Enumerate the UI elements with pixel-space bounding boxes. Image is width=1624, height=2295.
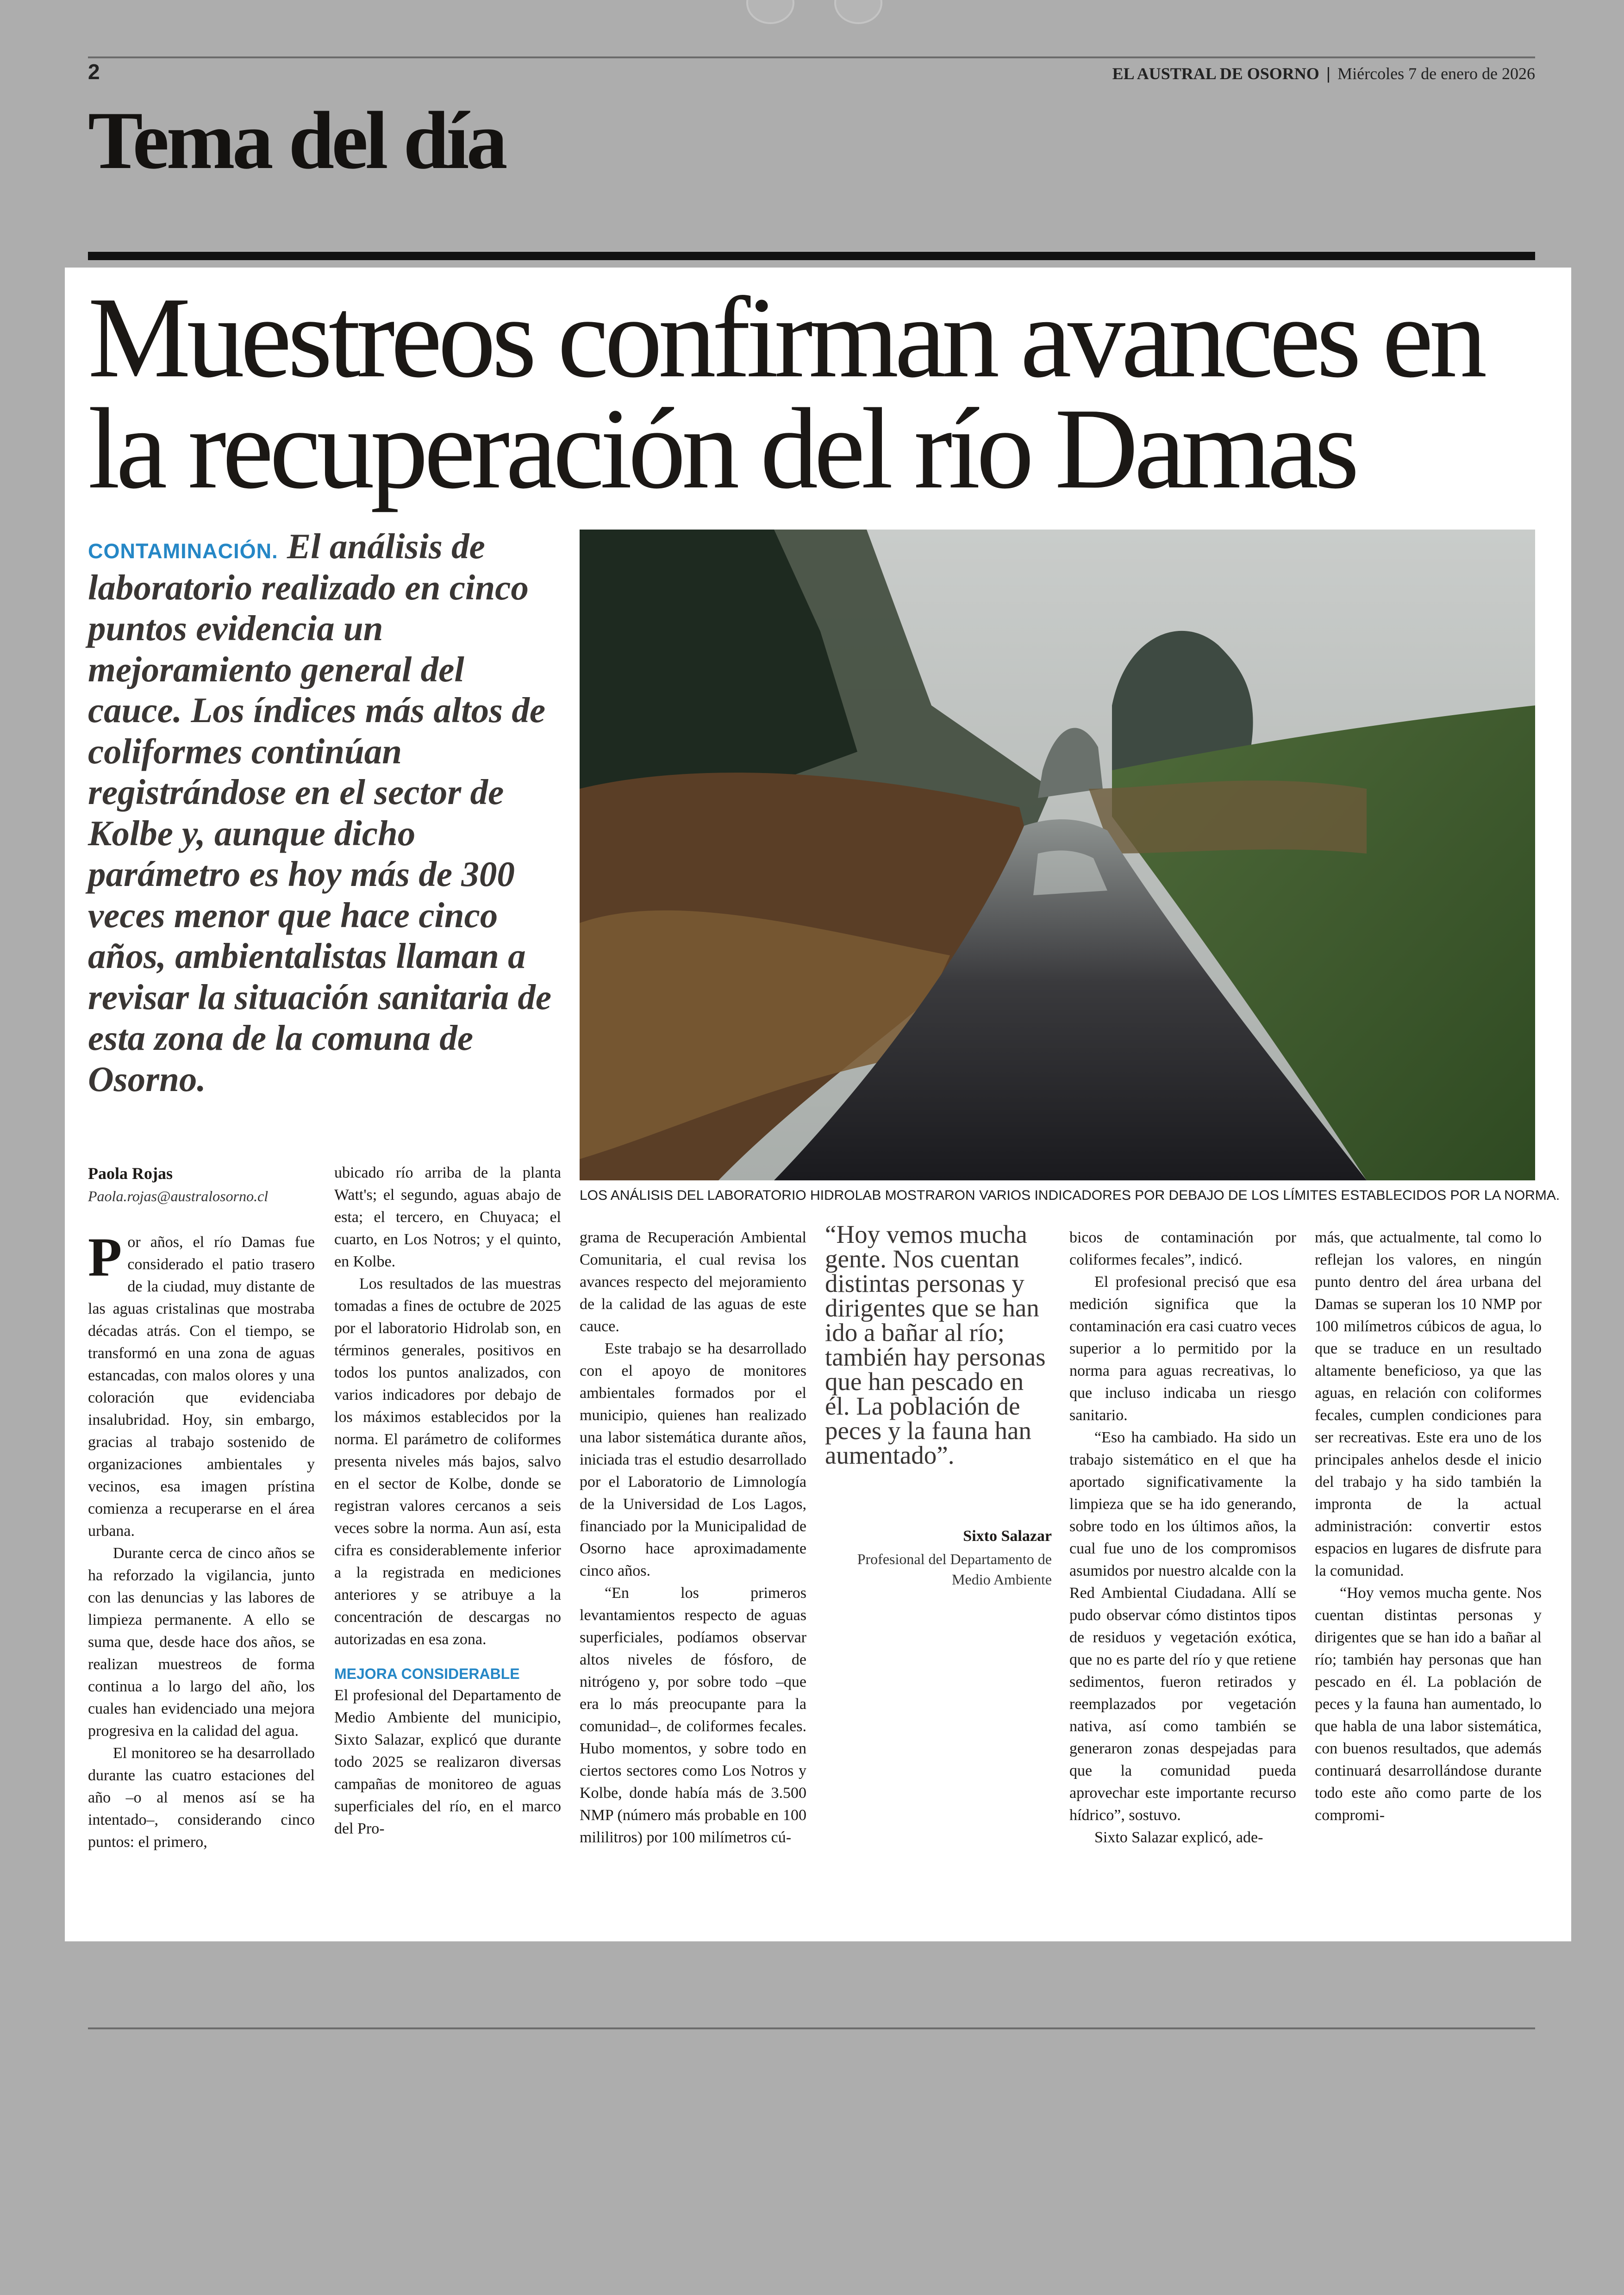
masthead <box>1112 64 1535 83</box>
headline-line-2: la recuperación del río Damas <box>88 385 1355 513</box>
body-paragraph: Durante cerca de cinco años se ha reforzado la vigilancia, junto con las denuncias y las labores de limpieza permanente. A ello se suma que, desde hace dos años, se realizan muestreos de forma continua a lo largo del año, los cuales han evidenciado una mejora progresiva en la calidad del agua. <box>88 1545 315 1740</box>
next-page-button[interactable] <box>834 0 882 24</box>
body-paragraph: Por años, el río Damas fue considerado el patio trasero de la ciudad, muy distante de las aguas cristalinas que mostraba décadas atrás. Con el tiempo, se transformó en una zona de aguas estancadas, con malos olores y una coloración que evidenciaba insalubridad. Hoy, sin embargo, gracias al trabajo sostenido de organizaciones ambientales y vecinos, esa imagen prístina comienza a recuperarse en el área urbana. <box>88 1231 315 1540</box>
pull-quote-role: Profesional del Departamento de Medio Ambiente <box>857 1551 1052 1588</box>
pull-quote <box>825 1222 1052 1590</box>
headline <box>88 274 1542 513</box>
subhead: MEJORA CONSIDERABLE <box>334 1665 520 1682</box>
body-column-6 <box>1315 1227 1542 1902</box>
body-paragraph: Los resultados de las muestras tomadas a fines de octubre de 2025 por el laboratorio Hidrolab son, en términos generales, positivos en todos los puntos analizados, con varios indicadores por debajo de los máximos establecidos por la norma. El parámetro de coliformes presenta niveles más bajos, salvo en el sector de Kolbe, donde se registran valores cercanos a seis veces sobre la norma. Aun así, esta cifra es considerablemente inferior a la registrada en mediciones anteriores y se atribuye a la concentración de descargas no autorizadas en esa zona. <box>334 1275 561 1648</box>
body-paragraph: “Hoy vemos mucha gente. Nos cuentan distintas personas y dirigentes que se han ido a bañar al río; también hay personas que han pescado en él. La población de peces y la fauna han aumentado, lo que habla de una labor sistemática, con buenos resultados, que además continuará desarrollándose durante todo este año como parte de los compromi- <box>1315 1584 1542 1824</box>
author-name: Paola Rojas <box>88 1164 173 1183</box>
body-column-1 <box>88 1231 315 1902</box>
body-paragraph: Sixto Salazar explicó, ade- <box>1094 1829 1263 1846</box>
river-photo <box>580 530 1535 1180</box>
masthead-separator: | <box>1326 64 1331 83</box>
body-column-3 <box>580 1227 806 1902</box>
pull-quote-text: “Hoy vemos mucha gente. Nos cuentan distintas personas y dirigentes que se han ido a bañar al río; también hay personas que han pescado en él. La población de peces y la fauna han aumentado”. <box>825 1220 1046 1469</box>
body-column-2 <box>334 1162 561 1902</box>
bottom-rule <box>88 2027 1535 2029</box>
body-column-5 <box>1069 1227 1296 1902</box>
masthead-publication: EL AUSTRAL DE OSORNO <box>1112 64 1319 83</box>
masthead-date: Miércoles 7 de enero de 2026 <box>1337 64 1535 83</box>
section-rule <box>88 252 1535 260</box>
body-paragraph: “Eso ha cambiado. Ha sido un trabajo sistemático en el que ha aportado significativamente la limpieza que se ha ido generando, sobre todo en los últimos años, la cual fue uno de los compromisos asumidos por nuestro alcalde con la Red Ambiental Ciudadana. Allí se pudo observar cómo distintos tipos de residuos y vegetación exótica, que no es parte del río y que retiene sedimentos, fueron retirados y reemplazados por vegetación nativa, así como también se generaron zonas despejadas para que la comunidad pueda aprovechar este importante recurso hídrico”, sostuvo. <box>1069 1429 1296 1824</box>
section-title: Tema del día <box>88 94 505 186</box>
body-paragraph: ubicado río arriba de la planta Watt's; el segundo, aguas abajo de esta; el tercero, en Chuyaca; el cuarto, en Los Notros; y el quinto, en Kolbe. <box>334 1164 561 1270</box>
body-paragraph: grama de Recuperación Ambiental Comunitaria, el cual revisa los avances respecto del mejoramiento de la calidad de las aguas de este cauce. <box>580 1229 806 1335</box>
lede <box>88 526 560 1099</box>
headline-line-1: Muestreos confirman avances en <box>88 274 1483 402</box>
body-paragraph: Este trabajo se ha desarrollado con el apoyo de monitores ambientales formados por el municipio, quienes han realizado una labor sistemática durante años, iniciada tras el estudio desarrollado por el Laboratorio de Limnología de la Universidad de Los Lagos, financiado por la Municipalidad de Osorno hace aproximadamente cinco años. <box>580 1340 806 1579</box>
body-paragraph: más, que actualmente, tal como lo reflejan los valores, en ningún punto dentro del área urbana del Damas se superan los 10 NMP por 100 milímetros cúbicos de agua, lo que se traduce en un resultado altamente beneficioso, ya que las aguas, en relación con coliformes fecales, cumplen condiciones para ser recreativas. Este era uno de los principales anhelos desde el inicio del trabajo y ha sido también la impronta de la actual administración: convertir estos espacios en lugares de disfrute para la comunidad. <box>1315 1229 1542 1579</box>
kicker: CONTAMINACIÓN. <box>88 539 278 563</box>
body-paragraph: El profesional precisó que esa medición significa que la contaminación era casi cuatro veces superior a lo permitido por la norma para aguas recreativas, lo que incluso indicaba un riesgo sanitario. <box>1069 1273 1296 1424</box>
lede-text: El análisis de laboratorio realizado en cinco puntos evidencia un mejoramiento general del cauce. Los índices más altos de coliformes continúan registrándose en el sector de Kolbe y, aunque dicho parámetro es hoy más de 300 veces menor que hace cinco años, ambientalistas llaman a revisar la situación sanitaria de esta zona de la comuna de Osorno. <box>88 526 552 1099</box>
top-rule <box>88 56 1535 58</box>
body-paragraph: El profesional del Departamento de Medio Ambiente del municipio, Sixto Salazar, explicó que durante todo 2025 se realizaron diversas campañas de monitoreo de aguas superficiales del río, en el marco del Pro- <box>334 1687 561 1837</box>
body-paragraph: bicos de contaminación por coliformes fecales”, indicó. <box>1069 1229 1296 1268</box>
pull-quote-name: Sixto Salazar <box>963 1528 1052 1545</box>
photo-caption: LOS ANÁLISIS DEL LABORATORIO HIDROLAB MOSTRARON VARIOS INDICADORES POR DEBAJO DE LOS LÍMITES ESTABLECIDOS POR LA NORMA. <box>580 1188 1560 1203</box>
body-paragraph: El monitoreo se ha desarrollado durante las cuatro estaciones del año –o al menos así se ha intentado–, considerando cinco puntos: el primero, <box>88 1745 315 1851</box>
body-paragraph: “En los primeros levantamientos respecto de aguas superficiales, podíamos observar altos niveles de fósforo, de nitrógeno y, por sobre todo –que era lo más preocupante para la comunidad–, de coliformes fecales. Hubo momentos, y sobre todo en ciertos sectores como Los Notros y Kolbe, donde había más de 3.500 NMP (número más probable en 100 mililitros) por 100 milímetros cú- <box>580 1584 806 1846</box>
byline <box>88 1164 319 1205</box>
author-email: Paola.rojas@australosorno.cl <box>88 1188 269 1204</box>
previous-page-button[interactable] <box>746 0 794 24</box>
page-number: 2 <box>88 60 100 84</box>
